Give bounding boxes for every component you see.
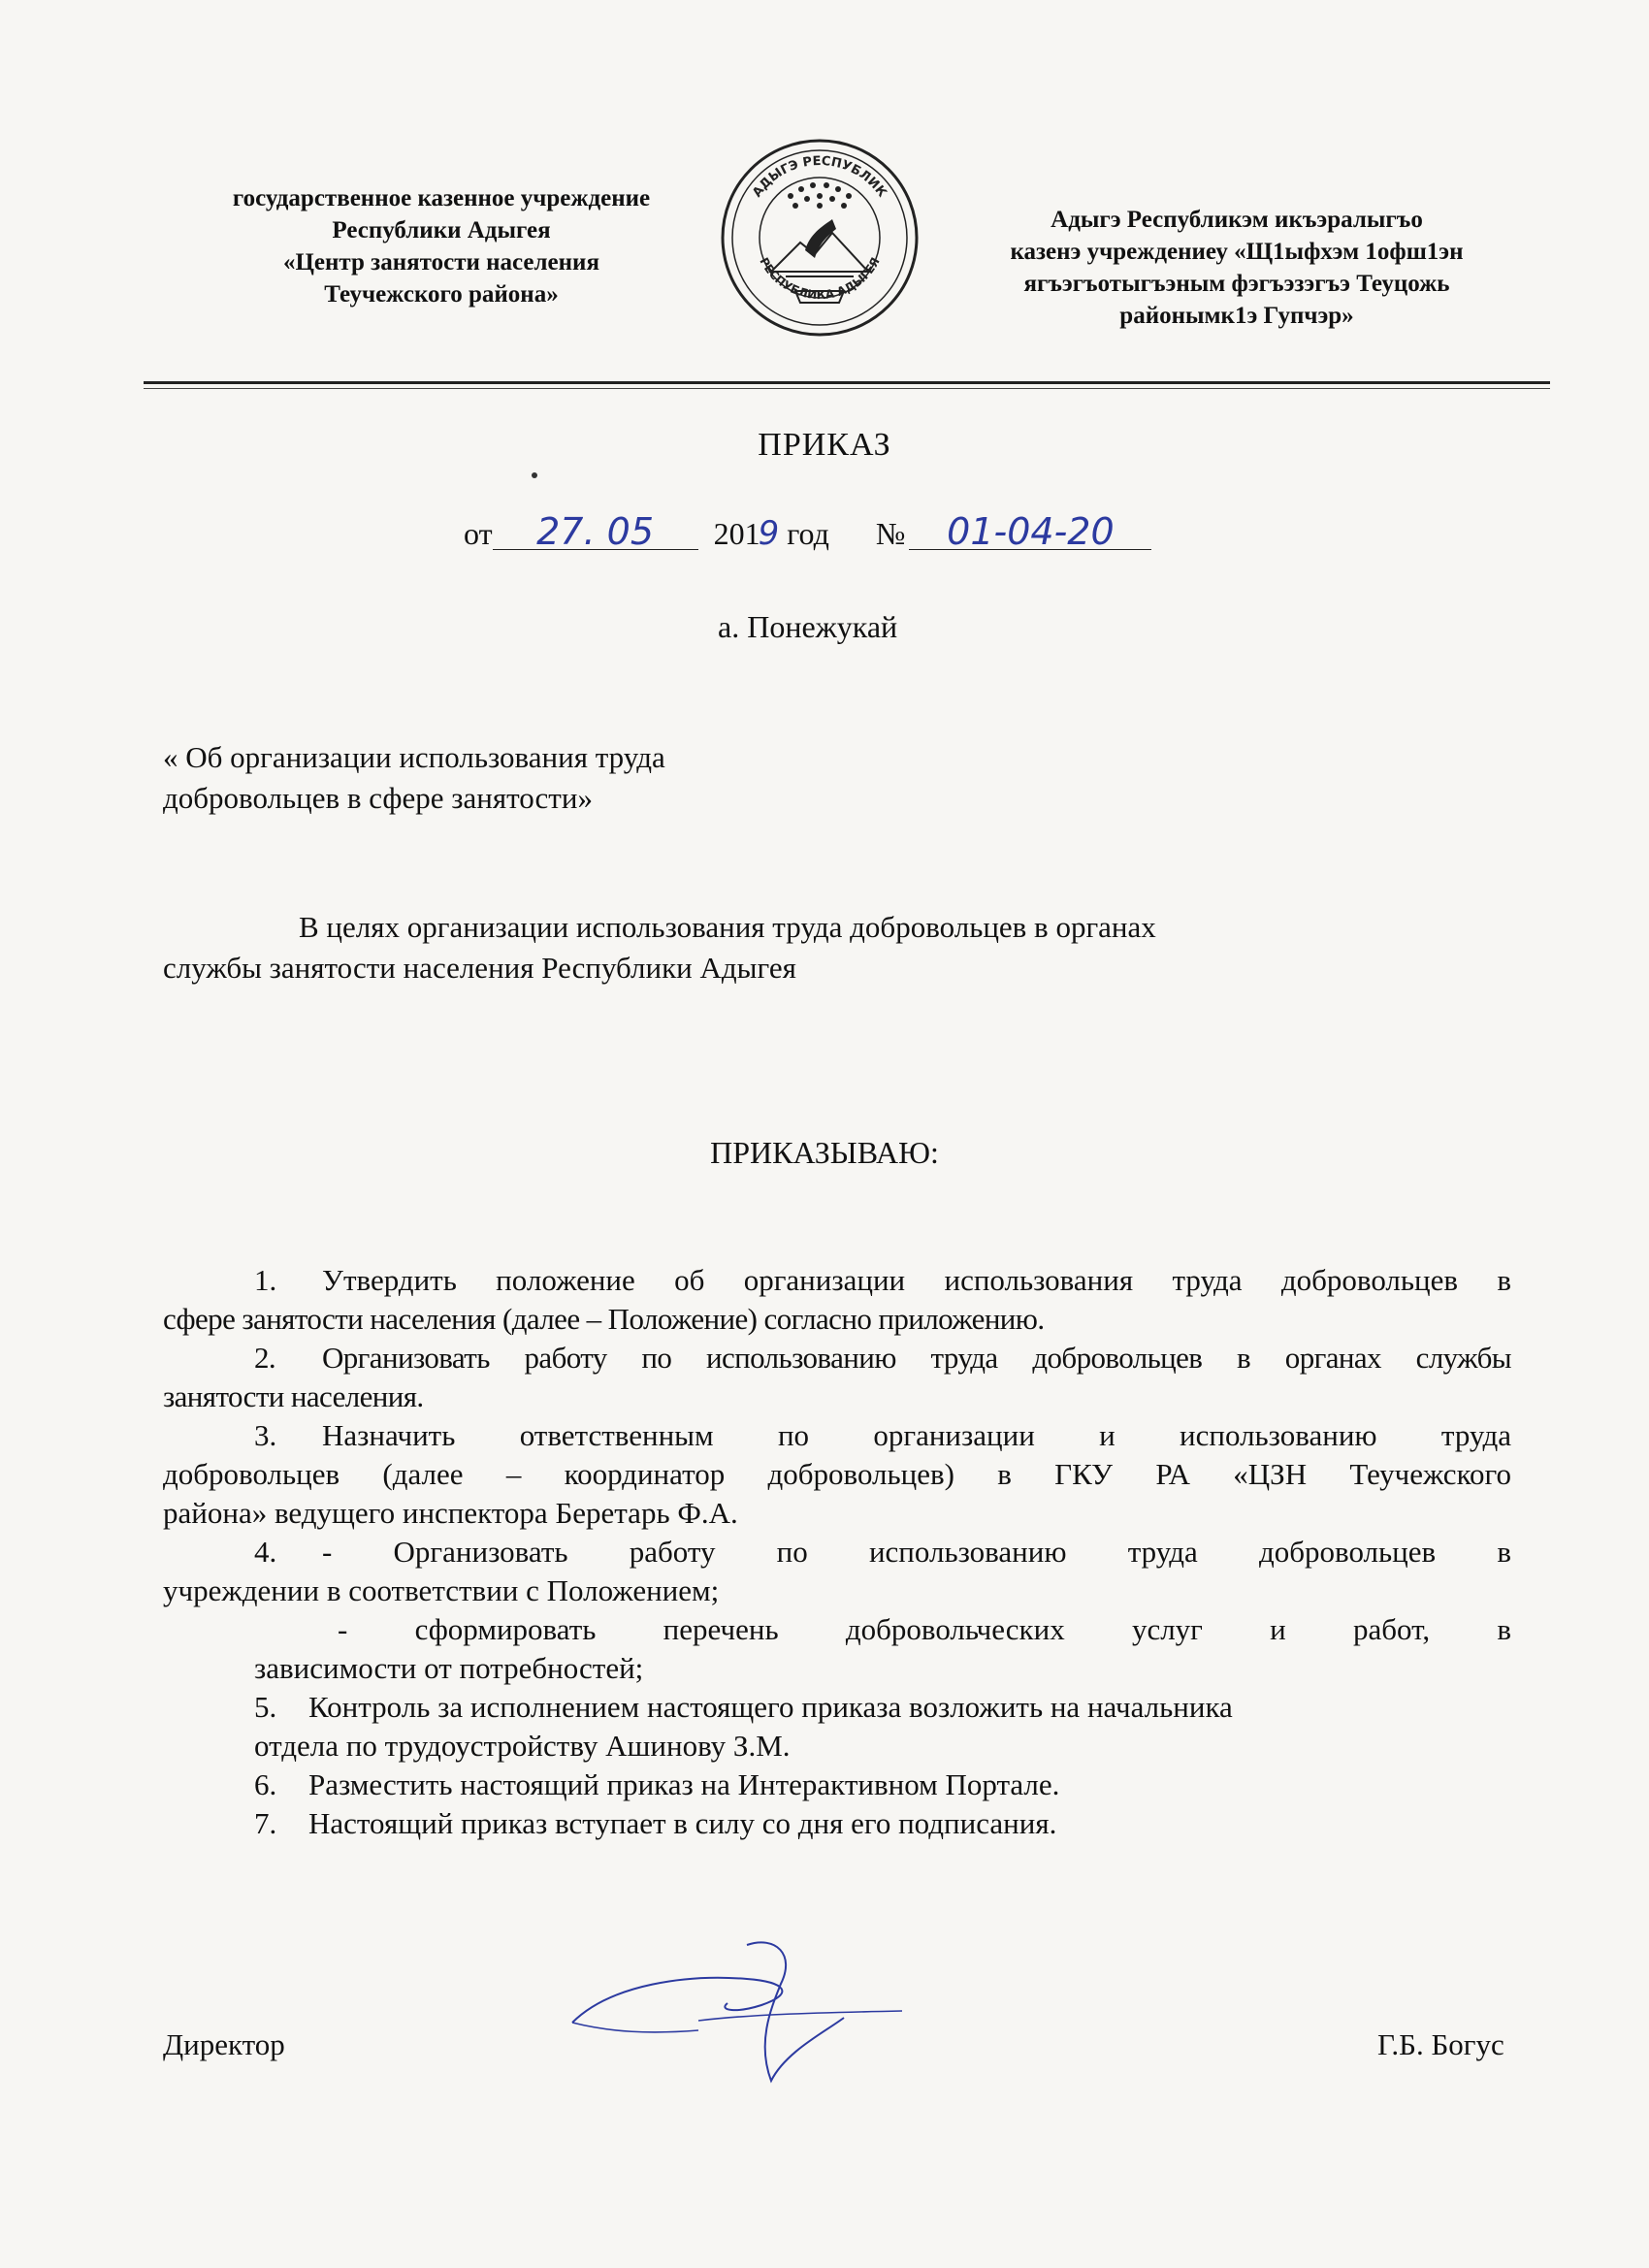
header-right-line: Адыгэ Республикэм икъэралыгъо (1051, 207, 1423, 233)
list-item-number: 5. (254, 1690, 277, 1724)
list-item-4-sub-first: - сформировать перечень добровольческих услуг и работ, в (338, 1612, 1511, 1646)
svg-text:РЕСПУБЛИКА АДЫГЕЯ (757, 255, 882, 302)
list-item-5-rest: отдела по трудоустройству Ашинову З.М. (254, 1729, 791, 1763)
list-item-number: 6. (254, 1767, 277, 1801)
header-right-line: ягъэгъотыгъэным фэгъэзэгъэ Теуцожь (1023, 271, 1450, 297)
list-item-6 (163, 1766, 1511, 1804)
list-item-7 (163, 1804, 1511, 1843)
subject-line: « Об организации использования труда (163, 740, 665, 774)
list-item-text: Контроль за исполнением настоящего приказа возложить на начальника (308, 1690, 1233, 1724)
document-number-handwritten: 01-04-20 (909, 514, 1151, 550)
republic-emblem-icon (718, 136, 922, 340)
list-item-1-first-line (163, 1261, 1511, 1300)
signer-name: Г.Б. Богус (1377, 2027, 1504, 2061)
header-left-line: государственное казенное учреждение (232, 185, 651, 211)
list-item-2-rest: занятости населения. (163, 1379, 424, 1413)
header-right-line: районымк1э Гупчэр» (1119, 303, 1354, 329)
list-item-2-first-line (163, 1339, 1511, 1377)
order-items (163, 1261, 1511, 1843)
list-item-4-first-line (163, 1533, 1511, 1571)
header-divider-thin (144, 388, 1550, 389)
preamble-line: службы занятости населения Республики Адыгея (163, 951, 796, 985)
emblem-text-top: АДЫГЭ РЕСПУБЛИК (750, 153, 889, 201)
list-item-text: Настоящий приказ вступает в силу со дня его подписания. (308, 1806, 1057, 1840)
list-item-5-first-line (163, 1688, 1511, 1727)
header-left-line: Республики Адыгея (332, 217, 551, 243)
list-item-4-rest: учреждении в соответствии с Положением; (163, 1573, 720, 1607)
number-sign: № (875, 516, 906, 551)
list-item-1-rest: сфере занятости населения (далее – Положение) согласно приложению. (163, 1302, 1045, 1336)
list-item-text: - Организовать работу по использованию труда добровольцев в (322, 1535, 1511, 1569)
emblem-text-bottom: РЕСПУБЛИКА АДЫГЕЯ (757, 255, 883, 303)
list-item-text: Назначить ответственным по организации и использованию труда (322, 1418, 1511, 1452)
list-item-number: 3. (254, 1418, 277, 1452)
list-item-4-sub-rest: зависимости от потребностей; (254, 1651, 644, 1685)
list-item-text: Разместить настоящий приказ на Интерактивном Портале. (308, 1767, 1060, 1801)
list-item-3-rest-line: добровольцев (далее – координатор добровольцев) в ГКУ РА «ЦЗН Теучежского (163, 1457, 1511, 1491)
header-divider (144, 381, 1550, 384)
list-item-number: 2. (254, 1341, 276, 1375)
order-heading: ПРИКАЗЫВАЮ: (710, 1135, 939, 1170)
document-preamble (163, 907, 1156, 988)
list-item-3-first-line (163, 1416, 1511, 1455)
header-right-org (965, 204, 1508, 332)
ink-dot (532, 472, 537, 478)
list-item-text: Утвердить положение об организации использования труда добровольцев в (322, 1263, 1511, 1297)
date-prefix: от (464, 516, 493, 551)
handwritten-signature (553, 1926, 922, 2090)
header-left-org (189, 182, 694, 310)
date-number-line (464, 510, 1151, 553)
header-left-line: «Центр занятости населения (282, 249, 599, 275)
list-item-number: 7. (254, 1806, 277, 1840)
document-subject (163, 737, 665, 819)
year-text: 201 (713, 516, 760, 551)
date-handwritten: 27. 05 (493, 514, 698, 550)
signer-title: Директор (163, 2027, 285, 2061)
header-right-line: казенэ учреждениеу «Щ1ыфхэм 1офш1эн (1010, 239, 1464, 265)
preamble-line: В целях организации использования труда добровольцев в органах (299, 910, 1156, 944)
list-item-3-rest-line: района» ведущего инспектора Беретарь Ф.А. (163, 1496, 738, 1530)
subject-line: добровольцев в сфере занятости» (163, 781, 593, 815)
list-item-text: Организовать работу по использованию труда добровольцев в органах службы (322, 1341, 1511, 1375)
document-place: а. Понежукай (718, 609, 898, 644)
year-suffix: год (787, 516, 829, 551)
document-title: ПРИКАЗ (758, 427, 891, 463)
header-left-line: Теучежского района» (324, 281, 559, 308)
year-handwritten-digit: 9 (758, 514, 780, 553)
list-item-number: 1. (254, 1263, 277, 1297)
list-item-number: 4. (254, 1535, 277, 1569)
